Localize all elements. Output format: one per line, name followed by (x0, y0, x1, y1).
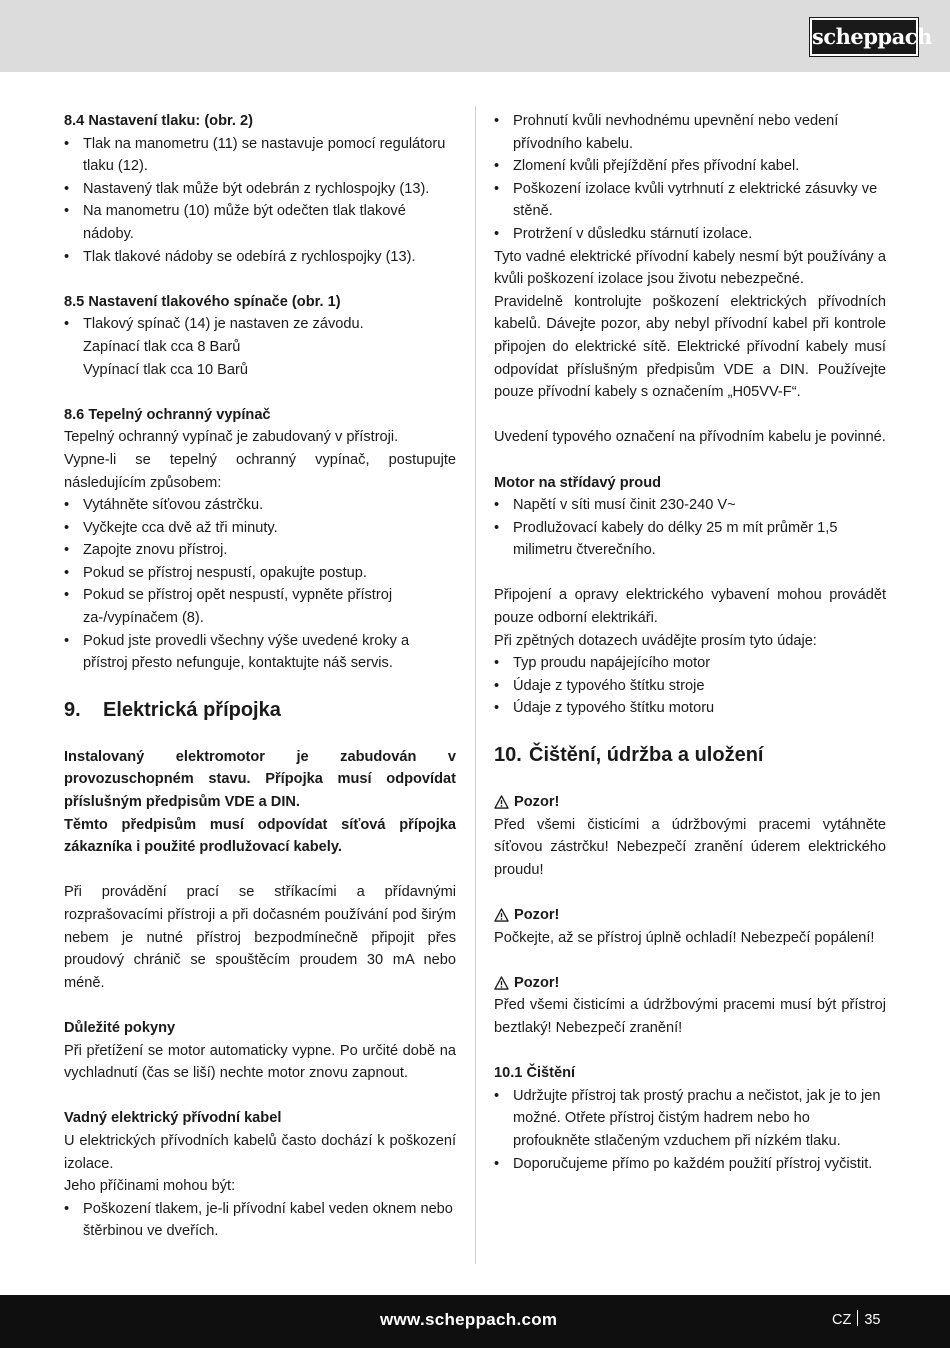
paragraph: Vypne-li se tepelný ochranný vypínač, postupujte následujícím způsobem: (64, 451, 456, 491)
list-item: • Poškození tlakem, je-li přívodní kabel veden oknem nebo štěrbinou ve dveřích. (64, 1198, 456, 1243)
inquiry-info-list (494, 652, 886, 720)
paragraph: Tepelný ochranný vypínač je zabudovaný v přístroji. (64, 429, 399, 446)
list-item: • Udržujte přístroj tak prostý prachu a nečistot, jak je to jen možné. Otřete přístroj čistým hadrem nebo ho profoukněte stlačeným vzduchem při nízkém tlaku. (494, 1085, 886, 1153)
section-8-4-list (64, 133, 456, 269)
list-item: • Napětí v síti musí činit 230-240 V~ (494, 494, 886, 517)
list-item: • Vytáhněte síťovou zástrčku. (64, 494, 456, 517)
warning-heading (494, 904, 886, 927)
section-8-6-list (64, 494, 456, 675)
switch-on-pressure: Zapínací tlak cca 8 Barů (83, 338, 241, 355)
switch-off-pressure: Vypínací tlak cca 10 Barů (83, 361, 248, 378)
cable-cause-list-continued (494, 110, 886, 246)
list-item: • Pokud se přístroj nespustí, opakujte postup. (64, 562, 456, 585)
warning-triangle-icon (494, 908, 509, 922)
column-divider (475, 106, 476, 1264)
paragraph: Před všemi čisticími a údržbovými pracemi vytáhněte síťovou zástrčku! Nebezpečí zranění úderem elektrického proudu! (494, 816, 886, 878)
warning-triangle-icon (494, 976, 509, 990)
list-item: • Údaje z typového štítku motoru (494, 697, 886, 720)
section-8-5-title: 8.5 Nastavení tlakového spínače (obr. 1) (64, 293, 341, 310)
section-10-1-title: 10.1 Čištění (494, 1065, 576, 1082)
section-number: 10. (494, 744, 522, 767)
paragraph: Pravidelně kontrolujte poškození elektrických přívodních kabelů. Dávejte pozor, aby nebyl přívodní kabel při kontrole připojen do elektrické sítě. Elektrické přívodní kabely musí odpovídat příslušným předpisům VDE a DIN. Používejte pouze přívodní kabely s označením „H05VV-F“. (494, 293, 886, 401)
paragraph: Uvedení typového označení na přívodním kabelu je povinné. (494, 429, 886, 446)
section-8-5-list (64, 313, 456, 336)
warning-label: Pozor! (514, 907, 560, 923)
paragraph: Při přetížení se motor automaticky vypne. Po určité době na vychladnutí (čas se liší) nechte motor znovu zapnout. (64, 1042, 456, 1082)
list-item: • Na manometru (10) může být odečten tlak tlakové nádoby. (64, 200, 456, 245)
warning-label: Pozor! (514, 794, 560, 811)
warning-label: Pozor! (514, 974, 560, 991)
paragraph: Instalovaný elektromotor je zabudován v provozuschopném stavu. Přípojka musí odpovídat příslušným předpisům VDE a DIN. (64, 748, 456, 811)
cable-cause-list (64, 1198, 456, 1243)
list-item: • Prohnutí kvůli nevhodnému upevnění nebo vedení přívodního kabelu. (494, 110, 886, 155)
warning-heading (494, 791, 886, 814)
list-item: • Doporučujeme přímo po každém použití přístroj vyčistit. (494, 1153, 886, 1176)
paragraph: Jeho příčinami mohou být: (64, 1178, 236, 1195)
list-item: • Pokud se přístroj opět nespustí, vypněte přístroj za-/vypínačem (8). (64, 584, 456, 629)
warning-triangle-icon (494, 795, 509, 809)
language-code: CZ (832, 1312, 852, 1328)
section-title: Čištění, údržba a uložení (529, 744, 764, 767)
list-item: • Zlomení kvůli přejíždění přes přívodní kabel. (494, 155, 886, 178)
list-item: • Údaje z typového štítku stroje (494, 675, 886, 698)
list-item: • Poškození izolace kvůli vytrhnutí z elektrické zásuvky ve stěně. (494, 178, 886, 223)
list-item: • Pokud jste provedli všechny výše uvedené kroky a přístroj přesto nefunguje, kontaktujte náš servis. (64, 630, 456, 675)
page-indicator (832, 1308, 880, 1332)
section-9-heading (64, 697, 456, 723)
cleaning-list (494, 1085, 886, 1175)
list-item: • Tlak na manometru (11) se nastavuje pomocí regulátoru tlaku (12). (64, 133, 456, 178)
list-item: • Tlak tlakové nádoby se odebírá z rychlospojky (13). (64, 246, 456, 269)
list-item: • Typ proudu napájejícího motor (494, 652, 886, 675)
warning-heading (494, 972, 886, 995)
list-item: • Tlakový spínač (14) je nastaven ze závodu. (64, 313, 456, 336)
list-item: • Prodlužovací kabely do délky 25 m mít průměr 1,5 milimetru čtverečního. (494, 517, 886, 562)
left-column (64, 110, 456, 1243)
page-footer (0, 1295, 950, 1348)
list-item: • Vyčkejte cca dvě až tři minuty. (64, 517, 456, 540)
scheppach-logo: scheppach (810, 18, 918, 56)
paragraph: Připojení a opravy elektrického vybavení mohou provádět pouze odborní elektrikáři. (494, 587, 886, 627)
list-item: • Zapojte znovu přístroj. (64, 539, 456, 562)
list-item: • Nastavený tlak může být odebrán z rychlospojky (13). (64, 178, 456, 201)
important-notes-title: Důležité pokyny (64, 1019, 176, 1036)
paragraph: Před všemi čisticími a údržbovými pracemi musí být přístroj beztlaký! Nebezpečí zranění! (494, 997, 886, 1036)
defective-cable-title: Vadný elektrický přívodní kabel (64, 1110, 282, 1127)
paragraph: Počkejte, až se přístroj úplně ochladí! Nebezpečí popálení! (494, 929, 875, 946)
separator (857, 1310, 858, 1326)
paragraph: Při zpětných dotazech uvádějte prosím tyto údaje: (494, 632, 817, 649)
website-link[interactable]: www.scheppach.com (380, 1310, 558, 1329)
paragraph: Těmto předpisům musí odpovídat síťová přípojka zákazníka i použité prodlužovací kabely. (64, 816, 456, 856)
section-title: Elektrická přípojka (103, 698, 281, 721)
ac-motor-list (494, 494, 886, 562)
paragraph: Tyto vadné elektrické přívodní kabely nesmí být používány a kvůli poškození izolace jsou životu nebezpečné. (494, 248, 886, 288)
page-header (0, 0, 950, 72)
section-10-heading (494, 742, 886, 768)
list-item: • Protržení v důsledku stárnutí izolace. (494, 223, 886, 246)
page-number: 35 (864, 1312, 881, 1328)
paragraph: Při provádění prací se stříkacími a přídavnými rozprašovacími přístroji a při dočasném používání pod širým nebem je nutné přístroj bezpodmínečně připojit přes proudový chránič se spouštěcím proudem 30 mA nebo méně. (64, 884, 456, 991)
section-number: 9. (64, 698, 81, 721)
paragraph: U elektrických přívodních kabelů často dochází k poškození izolace. (64, 1132, 456, 1172)
ac-motor-title: Motor na střídavý proud (494, 474, 662, 491)
section-8-4-title: 8.4 Nastavení tlaku: (obr. 2) (64, 113, 253, 129)
right-column (494, 110, 886, 1175)
section-8-6-title: 8.6 Tepelný ochranný vypínač (64, 406, 271, 423)
